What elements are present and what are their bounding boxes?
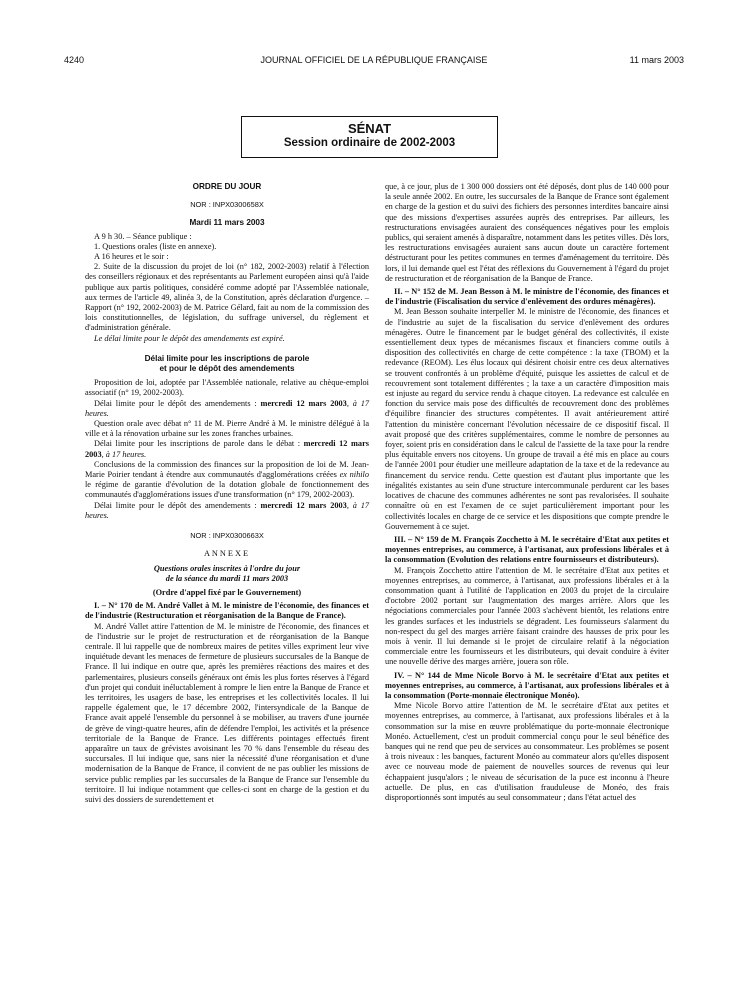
item-projet-de-loi: 2. Suite de la discussion du projet de loi (n° 182, 2002-2003) relatif à l'élection des conseillers régionaux et des représentants au Parlement européen ainsi qu'à l'aide publique aux partis politiques, considéré comme adopté par l'Assemblée nationale, aux termes de l'article 49, alinéa 3, de la Constitution, après déclaration d'urgence. – Rapport (n° 192, 2002-2003) de M. Patrice Gélard, fait au nom de la commission des lois constitutionnelles, de législation, du suffrage universel, du règlement et d'administration générale. — [85, 262, 369, 333]
questions-orales-heading-1: Questions orales inscrites à l'ordre du jour — [153, 563, 301, 573]
right-column — [385, 182, 669, 803]
questions-orales-heading-2: de la séance du mardi 11 mars 2003 — [165, 573, 289, 583]
ordre-du-jour-heading: ORDRE DU JOUR — [192, 182, 262, 191]
nor-reference: NOR : INPX0300658X — [190, 200, 264, 210]
question-2-body: M. Jean Besson souhaite interpeller M. le ministre de l'économie, des finances et de l'industrie au sujet de la fiscalisation du service d'enlèvement des ordures ménagères. Outre le financement par le budget général des collectivités, il existe essentiellement deux types de mécanismes fiscaux et financiers comme outils à disposition des collectivités en charge de cette compétence : la taxe (TBOM) et la redevance (REOM). Les élus locaux qui désirent choisir entre ces deux alternatives se trouvent confrontés à un problème d'équité, puisque les assiettes de calcul et de recouvrement sont totalement différentes ; la taxe a un caractère d'imposition mais est injuste au regard du service rendu à chaque citoyen. La redevance est calculée en fonction du service mais pose des difficultés de recouvrement donc des problèmes d'équilibre financier des structures compétentes. Il avait antérieurement attiré l'attention du ministère concernant l'évolution nécessaire de ce dispositif fiscal. Il avait proposé que des critères supplémentaires, comme le nombre de personnes au foyer, soient pris en considération dans le calcul de l'assiette de la taxe pour la rendre plus équitable envers nos citoyens. Un groupe de travail a été mis en place au cours de l'année 2001 pour étudier une meilleure adaptation de la taxe et de la redevance au financement du service rendu. Cette question est d'autant plus importante que les inégalités existantes au sein d'une structure intercommunale perdurent car les bases locatives de chacune des communes adhérentes ne sont pas revalorisées. Il souhaite connaître où en est l'examen de ce sujet particulièrement important pour les collectivités locales en charge de ce service et les dispositions que compte prendre le Gouvernement à ce sujet. — [385, 307, 669, 531]
ordre-appel: (Ordre d'appel fixé par le Gouvernement) — [152, 587, 302, 597]
delai-inscriptions-parole: Délai limite pour les inscriptions de parole dans le débat : mercredi 12 mars 2003, à 17 heures. — [85, 439, 369, 459]
question-3-title: III. – N° 159 de M. François Zocchetto à M. le secrétaire d'Etat aux petites et moyennes entreprises, au commerce, à l'artisanat, aux professions libérales et à la consommation (Evolution des relations entre fournisseurs et distributeurs). — [385, 534, 669, 565]
session-title: Session ordinaire de 2002-2003 — [283, 137, 456, 149]
delai-amendements-2: Délai limite pour le dépôt des amendements : mercredi 12 mars 2003, à 17 heures. — [85, 500, 370, 520]
delai-heading-line1: Délai limite pour les inscriptions de parole — [144, 353, 310, 363]
delai-amendements-1: Délai limite pour le dépôt des amendements : mercredi 12 mars 2003, à 17 heures. — [85, 398, 370, 418]
question-2-title: II. – N° 152 de M. Jean Besson à M. le ministre de l'économie, des finances et de l'industrie (Fiscalisation du service d'enlèvement des ordures ménagères). — [385, 287, 669, 307]
proposition-cheque-emploi: Proposition de loi, adoptée par l'Assemblée nationale, relative au chèque-emploi associatif (n° 19, 2002-2003). — [85, 378, 369, 398]
left-column — [85, 182, 369, 805]
question-4-title: IV. – N° 144 de Mme Nicole Borvo à M. le secrétaire d'Etat aux petites et moyennes entreprises, au commerce, à l'artisanat, aux professions libérales et à la consommation (Porte-monnaie électronique Monéo). — [385, 670, 669, 700]
question-3-body: M. François Zocchetto attire l'attention de M. le secrétaire d'Etat aux petites et moyennes entreprises, au commerce, à l'artisanat, aux professions libérales et à la consommation quant à l'utilité de l'application en 2003 du projet de la circulaire d'octobre 2002 portant sur l'augmentation des marges arrière. Alors que les négociations commerciales pour l'année 2003 s'achèvent bientôt, les relations entre les grandes surfaces et les industriels se dégradent. Les fournisseurs s'alarment du non-respect du gel des marges arrière faisant craindre des hausses de prix pour les mois à venir. Il lui demande si le projet de circulaire relatif à la négociation commerciale entre les fournisseurs et les distributeurs, qui devait conduire à éviter une nouvelle dérive des marges arrière, jouera son rôle. — [385, 565, 669, 667]
running-header — [64, 54, 684, 66]
annexe-heading: ANNEXE — [203, 549, 251, 559]
conclusions-commission-finances: Conclusions de la commission des finances sur la proposition de loi de M. Jean-Marie Poirier tendant à étendre aux communautés d'agglomérations créées ex nihilo le régime de garantie d'évolution de la dotation globale de fonctionnement des communautés d'agglomérations issues d'une transformation (n° 179, 2002-2003). — [85, 459, 369, 500]
nor-reference-2: NOR : INPX0300663X — [190, 531, 264, 541]
delai-heading-line2: et pour le dépôt des amendements — [159, 364, 295, 374]
afternoon-line: A 16 heures et le soir : — [94, 252, 169, 262]
page-number: 4240 — [64, 55, 85, 65]
date-heading: Mardi 11 mars 2003 — [189, 218, 265, 228]
question-1-continuation: que, à ce jour, plus de 1 300 000 dossiers ont été déposés, dont plus de 140 000 pour la seule année 2002. En outre, les succursales de la Banque de France sont également en charge de la gestion et du suivi des fichiers des personnes interdites bancaire ainsi que des missions d'expertises assurées auprès des entreprises. Par ailleurs, les restructurations envisagées auraient des conséquences négatives pour les emplois publics, qui seraient amenés à disparaître, notamment dans les petites villes. Dès lors, les restructurations envisagées auraient sans aucun doute un caractère fortement déstructurant pour les petites communes en termes d'aménagement du territoire. Dès lors, il lui demande quel est l'état des réflexions du Gouvernement à l'égard du projet de restructuration et de réorganisation de la Banque de France. — [385, 182, 669, 283]
question-1-title: I. – N° 170 de M. André Vallet à M. le ministre de l'économie, des finances et de l'industrie (Restructuration et réorganisation de la Banque de France). — [85, 601, 369, 621]
journal-title: JOURNAL OFFICIEL DE LA RÉPUBLIQUE FRANÇAISE — [260, 55, 488, 65]
question-1-body: M. André Vallet attire l'attention de M. le ministre de l'économie, des finances et de l'industrie sur le projet de restructuration et de réorganisation de la Banque centrale. Il lui rappelle que de nombreux maires de petites villes expriment leur vive inquiétude devant les menaces de fermeture de plusieurs succursales de la Banque de France. Il lui indique en outre que, après les premières réactions des maires et des parlementaires, plusieurs conseils généraux ont émis les plus fortes réserves à l'égard d'un projet qui conduit inéluctablement à rompre le lien entre la Banque de France et les territoires, les usagers de base, les entreprises et les collectivités locales. Il lui rappelle également que, le 17 décembre 2002, l'intersyndicale de la Banque de France avait appelé l'ensemble du personnel à se mobiliser, au travers d'une journée de grève de vingt-quatre heures, afin de défendre l'emploi, les activités et la présence territoriale de la Banque de France. Les différents pointages effectués firent apparaître un taux de grévistes avoisinant les 70 % dans l'ensemble du réseau des succursales. Il lui indique que, sans nier la nécessité d'une réorganisation et d'une modernisation de la Banque de France, il convient de ne pas oublier les missions de service public remplies par les succursales de la Banque de France sur l'ensemble du territoire. Il lui indique notamment que celles-ci sont en charge de la gestion et du suivi des dossiers de surendettement et — [85, 621, 369, 804]
amendments-expired-note: Le délai limite pour le dépôt des amendements est expiré. — [94, 333, 285, 343]
item-questions-orales: 1. Questions orales (liste en annexe). — [94, 241, 217, 251]
senat-title: SÉNAT — [347, 121, 392, 136]
question-orale-debat: Question orale avec débat n° 11 de M. Pierre André à M. le ministre délégué à la ville et à la rénovation urbaine sur les zones franches urbaines. — [85, 419, 369, 439]
senat-title-box — [241, 116, 498, 158]
question-4-body: Mme Nicole Borvo attire l'attention de M. le secrétaire d'Etat aux petites et moyennes entreprises, au commerce, à l'artisanat, aux professions libérales et à la consommation sur la mise en œuvre problématique du porte-monnaie électronique Monéo. Actuellement, c'est un produit commercial conçu pour le seul bénéfice des banques qui ne rend que peu de services au consommateur. Les problèmes se posent à trois niveaux : les banques, facturent Monéo au commateur alors qu'elles disposent avec ce nouveau mode de paiement de nouvelles sources de revenus qui leur échappaient jusqu'alors ; le niveau de sécurisation de la puce est inconnu à l'heure actuelle. De plus, en cas d'utilisation frauduleuse de Monéo, des frais disproportionnés sont imputés au seul consommateur ; dans l'état actuel des — [385, 701, 669, 802]
seance-line: A 9 h 30. – Séance publique : — [94, 231, 192, 241]
issue-date: 11 mars 2003 — [629, 55, 684, 65]
